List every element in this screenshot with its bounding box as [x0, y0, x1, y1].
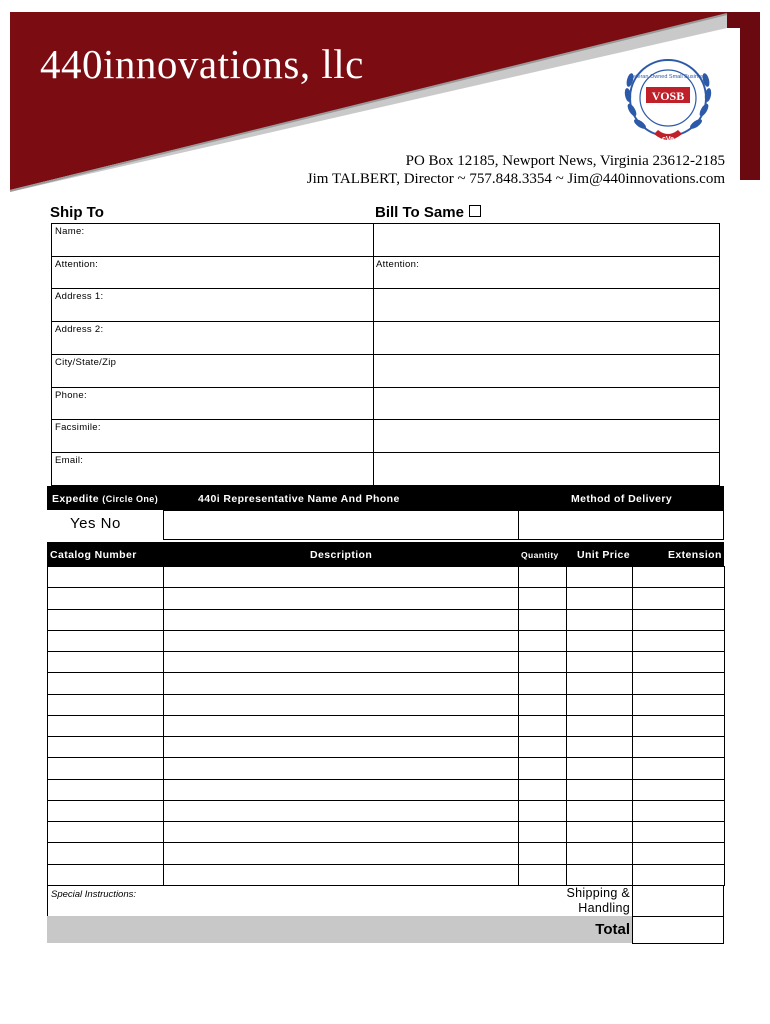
order-cell[interactable] [632, 779, 725, 801]
rep-field[interactable] [163, 510, 519, 540]
order-cell[interactable] [47, 587, 164, 610]
order-cell[interactable] [566, 609, 633, 631]
bill-field-6[interactable] [373, 419, 720, 453]
order-cell[interactable] [163, 821, 519, 843]
bill-to-same-heading [375, 204, 481, 221]
bill-field-2[interactable] [373, 288, 720, 322]
order-cell[interactable] [566, 566, 633, 588]
ship-field-label: Attention: [55, 259, 99, 270]
order-cell[interactable] [632, 566, 725, 588]
order-cell[interactable] [47, 609, 164, 631]
company-name: 440innovations, llc [40, 41, 364, 87]
bill-field-0[interactable] [373, 223, 720, 257]
order-cell[interactable] [47, 864, 164, 886]
order-cell[interactable] [566, 800, 633, 822]
order-cell[interactable] [47, 800, 164, 822]
order-cell[interactable] [518, 821, 567, 843]
shipping-handling-field[interactable] [632, 885, 724, 917]
order-cell[interactable] [47, 672, 164, 695]
order-cell[interactable] [566, 630, 633, 652]
order-cell[interactable] [518, 842, 567, 865]
shipping-handling-label [555, 886, 630, 916]
circle-one-label: (Circle One) [102, 494, 159, 504]
vosb-seal-logo [618, 50, 718, 150]
order-cell[interactable] [566, 821, 633, 843]
ship-field-label: Facsimile: [55, 422, 101, 433]
order-cell[interactable] [163, 842, 519, 865]
order-cell[interactable] [632, 757, 725, 780]
order-cell[interactable] [518, 566, 567, 588]
order-cell[interactable] [518, 864, 567, 886]
order-cell[interactable] [518, 736, 567, 758]
order-cell[interactable] [163, 736, 519, 758]
order-cell[interactable] [632, 651, 725, 673]
bill-field-4[interactable] [373, 354, 720, 388]
order-cell[interactable] [566, 864, 633, 886]
order-cell[interactable] [47, 651, 164, 673]
order-cell[interactable] [163, 651, 519, 673]
order-cell[interactable] [566, 587, 633, 610]
svg-text:Veteran Owned Small Business: Veteran Owned Small Business [629, 74, 707, 80]
order-cell[interactable] [632, 609, 725, 631]
catalog-number-header: Catalog Number [50, 549, 137, 561]
delivery-header: Method of Delivery [571, 493, 673, 505]
order-cell[interactable] [47, 694, 164, 716]
bill-field-5[interactable] [373, 387, 720, 420]
ship-field-label: Address 1: [55, 291, 104, 302]
order-cell[interactable] [566, 842, 633, 865]
quantity-header: Quantity [521, 550, 559, 560]
description-header: Description [310, 549, 373, 561]
order-cell[interactable] [632, 864, 725, 886]
special-instructions-label: Special Instructions: [51, 889, 137, 900]
shipping-label-line2: Handling [578, 901, 630, 915]
order-cell[interactable] [518, 651, 567, 673]
ship-field-label: Phone: [55, 390, 87, 401]
order-cell[interactable] [632, 672, 725, 695]
order-cell[interactable] [163, 609, 519, 631]
order-cell[interactable] [518, 779, 567, 801]
order-cell[interactable] [47, 715, 164, 737]
order-cell[interactable] [566, 715, 633, 737]
order-cell[interactable] [47, 821, 164, 843]
ship-field-label: City/State/Zip [55, 357, 117, 368]
order-cell[interactable] [632, 715, 725, 737]
total-bar [47, 916, 633, 943]
ship-field-label: Email: [55, 455, 84, 466]
svg-text:cVe: cVe [661, 136, 675, 143]
order-cell[interactable] [566, 651, 633, 673]
order-cell[interactable] [518, 715, 567, 737]
ship-to-heading: Ship To [50, 204, 104, 221]
bill-to-same-label: Bill To Same [375, 204, 464, 221]
order-cell[interactable] [518, 587, 567, 610]
order-cell[interactable] [632, 821, 725, 843]
order-cell[interactable] [566, 779, 633, 801]
order-cell[interactable] [163, 715, 519, 737]
order-cell[interactable] [518, 630, 567, 652]
order-cell[interactable] [632, 630, 725, 652]
rep-header: 440i Representative Name And Phone [198, 493, 400, 505]
bill-field-7[interactable] [373, 452, 720, 486]
order-cell[interactable] [518, 672, 567, 695]
order-cell[interactable] [632, 587, 725, 610]
total-field[interactable] [632, 916, 724, 944]
delivery-field[interactable] [518, 510, 724, 540]
expedite-yes-no[interactable]: Yes No [70, 515, 121, 532]
order-cell[interactable] [632, 736, 725, 758]
order-cell[interactable] [566, 757, 633, 780]
expedite-label: Expedite [52, 493, 99, 505]
order-cell[interactable] [163, 864, 519, 886]
order-cell[interactable] [163, 587, 519, 610]
order-cell[interactable] [566, 736, 633, 758]
order-cell[interactable] [518, 609, 567, 631]
ship-field-7[interactable] [51, 452, 374, 486]
order-cell[interactable] [47, 630, 164, 652]
shipping-label-line1: Shipping & [566, 886, 630, 900]
svg-text:VOSB: VOSB [651, 89, 685, 103]
ship-field-label: Name: [55, 226, 85, 237]
expedite-header [52, 493, 158, 505]
order-cell[interactable] [163, 566, 519, 588]
order-cell[interactable] [632, 694, 725, 716]
order-cell[interactable] [518, 757, 567, 780]
company-address: PO Box 12185, Newport News, Virginia 23612-2185 [405, 153, 725, 169]
order-cell[interactable] [163, 779, 519, 801]
order-cell[interactable] [47, 757, 164, 780]
order-cell[interactable] [632, 842, 725, 865]
unit-price-header: Unit Price [577, 549, 631, 561]
bill-to-same-checkbox[interactable] [469, 205, 481, 217]
bill-field-3[interactable] [373, 321, 720, 355]
order-cell[interactable] [163, 800, 519, 822]
company-contact: Jim TALBERT, Director ~ 757.848.3354 ~ Jim@440innovations.com [306, 171, 725, 187]
ship-field-label: Address 2: [55, 324, 104, 335]
order-cell[interactable] [47, 566, 164, 588]
order-cell[interactable] [47, 779, 164, 801]
order-cell[interactable] [163, 672, 519, 695]
order-cell[interactable] [566, 672, 633, 695]
order-cell[interactable] [566, 694, 633, 716]
bill-field-label: Attention: [376, 259, 420, 270]
order-cell[interactable] [47, 736, 164, 758]
order-cell[interactable] [518, 694, 567, 716]
ship-field-0[interactable] [51, 223, 374, 257]
order-cell[interactable] [163, 630, 519, 652]
bill-field-1[interactable] [373, 256, 720, 289]
order-cell[interactable] [163, 757, 519, 780]
ship-field-5[interactable] [51, 387, 374, 420]
total-label: Total [595, 921, 630, 938]
order-cell[interactable] [632, 800, 725, 822]
order-cell[interactable] [163, 694, 519, 716]
order-cell[interactable] [47, 842, 164, 865]
order-cell[interactable] [518, 800, 567, 822]
ship-field-1[interactable] [51, 256, 374, 289]
extension-header: Extension [668, 549, 722, 561]
